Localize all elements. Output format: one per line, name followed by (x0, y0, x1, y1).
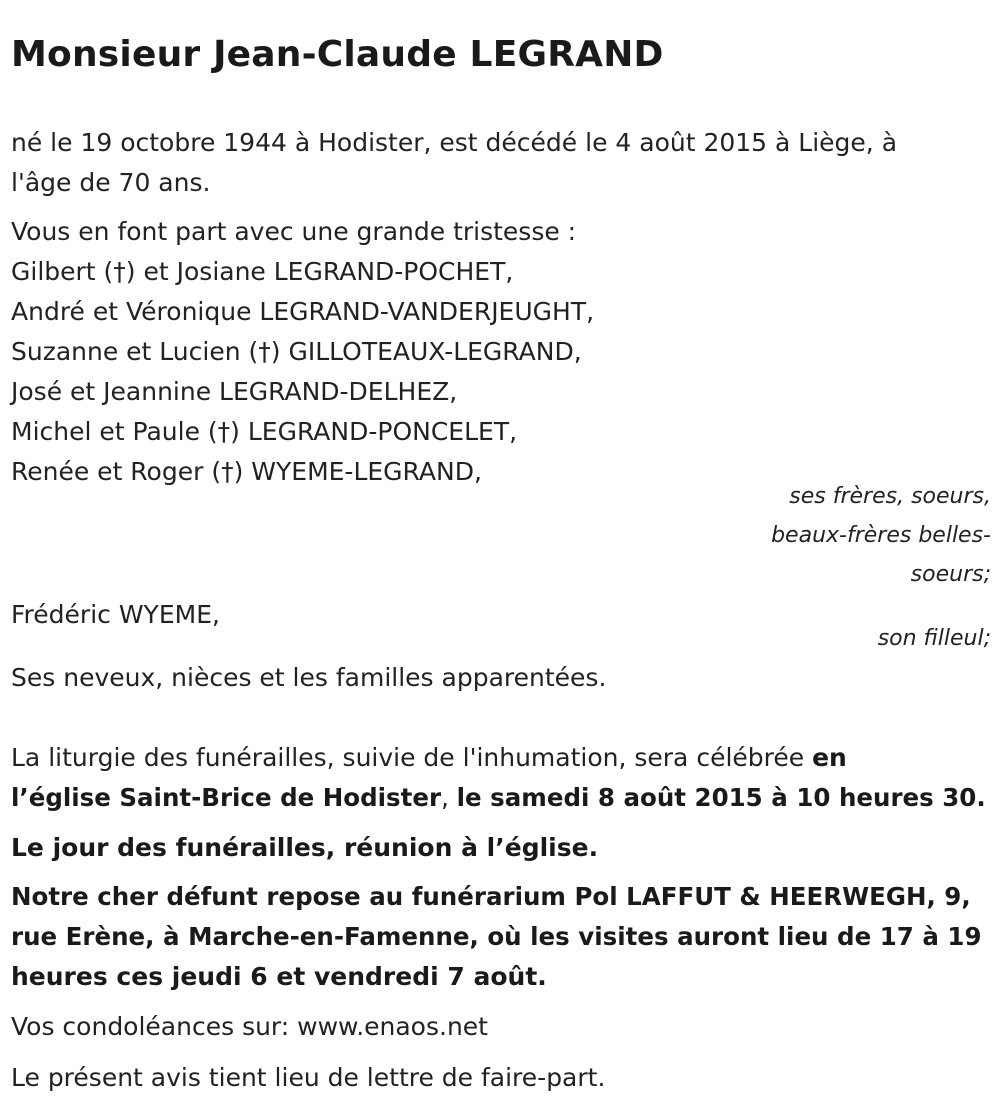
church-name: l’église Saint-Brice de Hodister (11, 783, 442, 812)
siblings-role-line: ses frères, soeurs, (789, 484, 991, 509)
reunion-line: Le jour des funérailles, réunion à l’église. (11, 833, 599, 862)
closing-line: Le présent avis tient lieu de lettre de faire-part. (11, 1063, 606, 1092)
sibling-line: José et Jeannine LEGRAND-DELHEZ, (11, 377, 458, 406)
godson-line: Frédéric WYEME, (11, 600, 220, 629)
sibling-line: Renée et Roger (†) WYEME-LEGRAND, (11, 457, 482, 486)
siblings-role-line: soeurs; (910, 562, 991, 587)
sibling-line: Gilbert (†) et Josiane LEGRAND-POCHET, (11, 257, 514, 286)
liturgy-line-2 (11, 778, 986, 818)
liturgy-separator: , (441, 783, 457, 812)
repose-line: Notre cher défunt repose au funérarium Pol LAFFUT & HEERWEGH, 9, (11, 882, 971, 911)
liturgy-text: La liturgie des funérailles, suivie de l'inhumation, sera célébrée (11, 743, 813, 772)
liturgy-line-1 (11, 738, 847, 778)
relatives-line: Ses neveux, nièces et les familles apparentées. (11, 663, 607, 692)
intro-line: Vous en font part avec une grande tristesse : (11, 217, 577, 246)
age-line: l'âge de 70 ans. (11, 168, 211, 197)
birth-death-line: né le 19 octobre 1944 à Hodister, est décédé le 4 août 2015 à Liège, à (11, 128, 898, 157)
sibling-line: Suzanne et Lucien (†) GILLOTEAUX-LEGRAND, (11, 337, 582, 366)
siblings-role-line: beaux-frères belles- (771, 523, 991, 548)
funeral-datetime: le samedi 8 août 2015 à 10 heures 30. (456, 783, 986, 812)
godson-role-line: son filleul; (877, 626, 991, 651)
page-title: Monsieur Jean-Claude LEGRAND (11, 34, 664, 75)
condolences-line: Vos condoléances sur: www.enaos.net (11, 1012, 488, 1041)
liturgy-location-start: en (812, 743, 847, 772)
repose-line: rue Erène, à Marche-en-Famenne, où les visites auront lieu de 17 à 19 (11, 922, 982, 951)
sibling-line: Michel et Paule (†) LEGRAND-PONCELET, (11, 417, 518, 446)
repose-line: heures ces jeudi 6 et vendredi 7 août. (11, 962, 547, 991)
sibling-line: André et Véronique LEGRAND-VANDERJEUGHT, (11, 297, 595, 326)
